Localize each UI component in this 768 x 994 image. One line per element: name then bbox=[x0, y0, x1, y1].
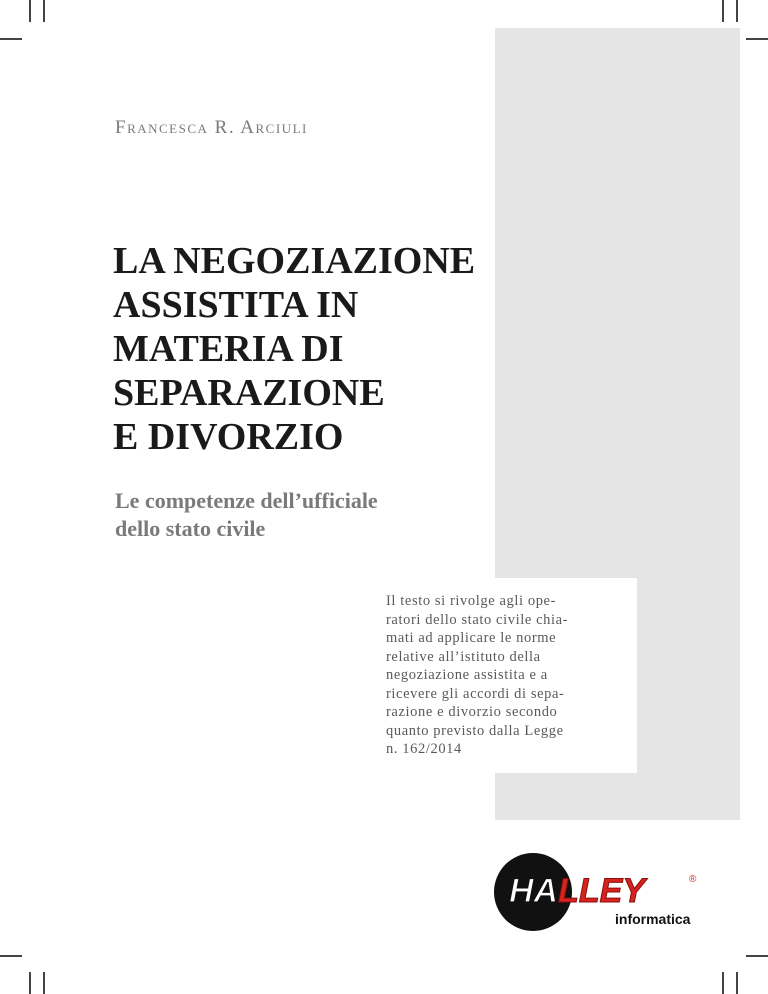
book-description bbox=[386, 592, 617, 759]
description-line: mati ad applicare le norme bbox=[386, 630, 557, 646]
halley-logo bbox=[493, 852, 703, 932]
title-line: ASSISTITA IN bbox=[113, 284, 359, 326]
subtitle-line: dello stato civile bbox=[115, 516, 266, 541]
logo-tagline: informatica bbox=[615, 911, 691, 927]
description-line: n. 162/2014 bbox=[386, 741, 462, 757]
description-line: Il testo si rivolge agli ope- bbox=[386, 593, 557, 609]
logo-wordmark bbox=[509, 872, 648, 910]
logo-registered: ® bbox=[689, 874, 697, 885]
description-line: negoziazione assistita e a bbox=[386, 667, 548, 683]
title-line: E DIVORZIO bbox=[113, 416, 344, 458]
book-subtitle bbox=[115, 487, 475, 543]
description-line: quanto previsto dalla Legge bbox=[386, 722, 564, 739]
logo-lley: LLEY bbox=[558, 872, 646, 910]
title-line: SEPARAZIONE bbox=[113, 372, 385, 414]
description-line: relative all’istituto della bbox=[386, 648, 541, 665]
book-title bbox=[113, 239, 493, 459]
description-line: razione e divorzio secondo bbox=[386, 704, 558, 720]
author-name: Francesca R. Arciuli bbox=[115, 117, 308, 138]
title-line: LA NEGOZIAZIONE bbox=[113, 240, 476, 282]
logo-ha: HA bbox=[509, 872, 559, 910]
description-line: ricevere gli accordi di sepa- bbox=[386, 685, 565, 702]
subtitle-line: Le competenze dell’ufficiale bbox=[115, 488, 378, 513]
title-line: MATERIA DI bbox=[113, 328, 344, 370]
description-line: ratori dello stato civile chia- bbox=[386, 611, 569, 628]
